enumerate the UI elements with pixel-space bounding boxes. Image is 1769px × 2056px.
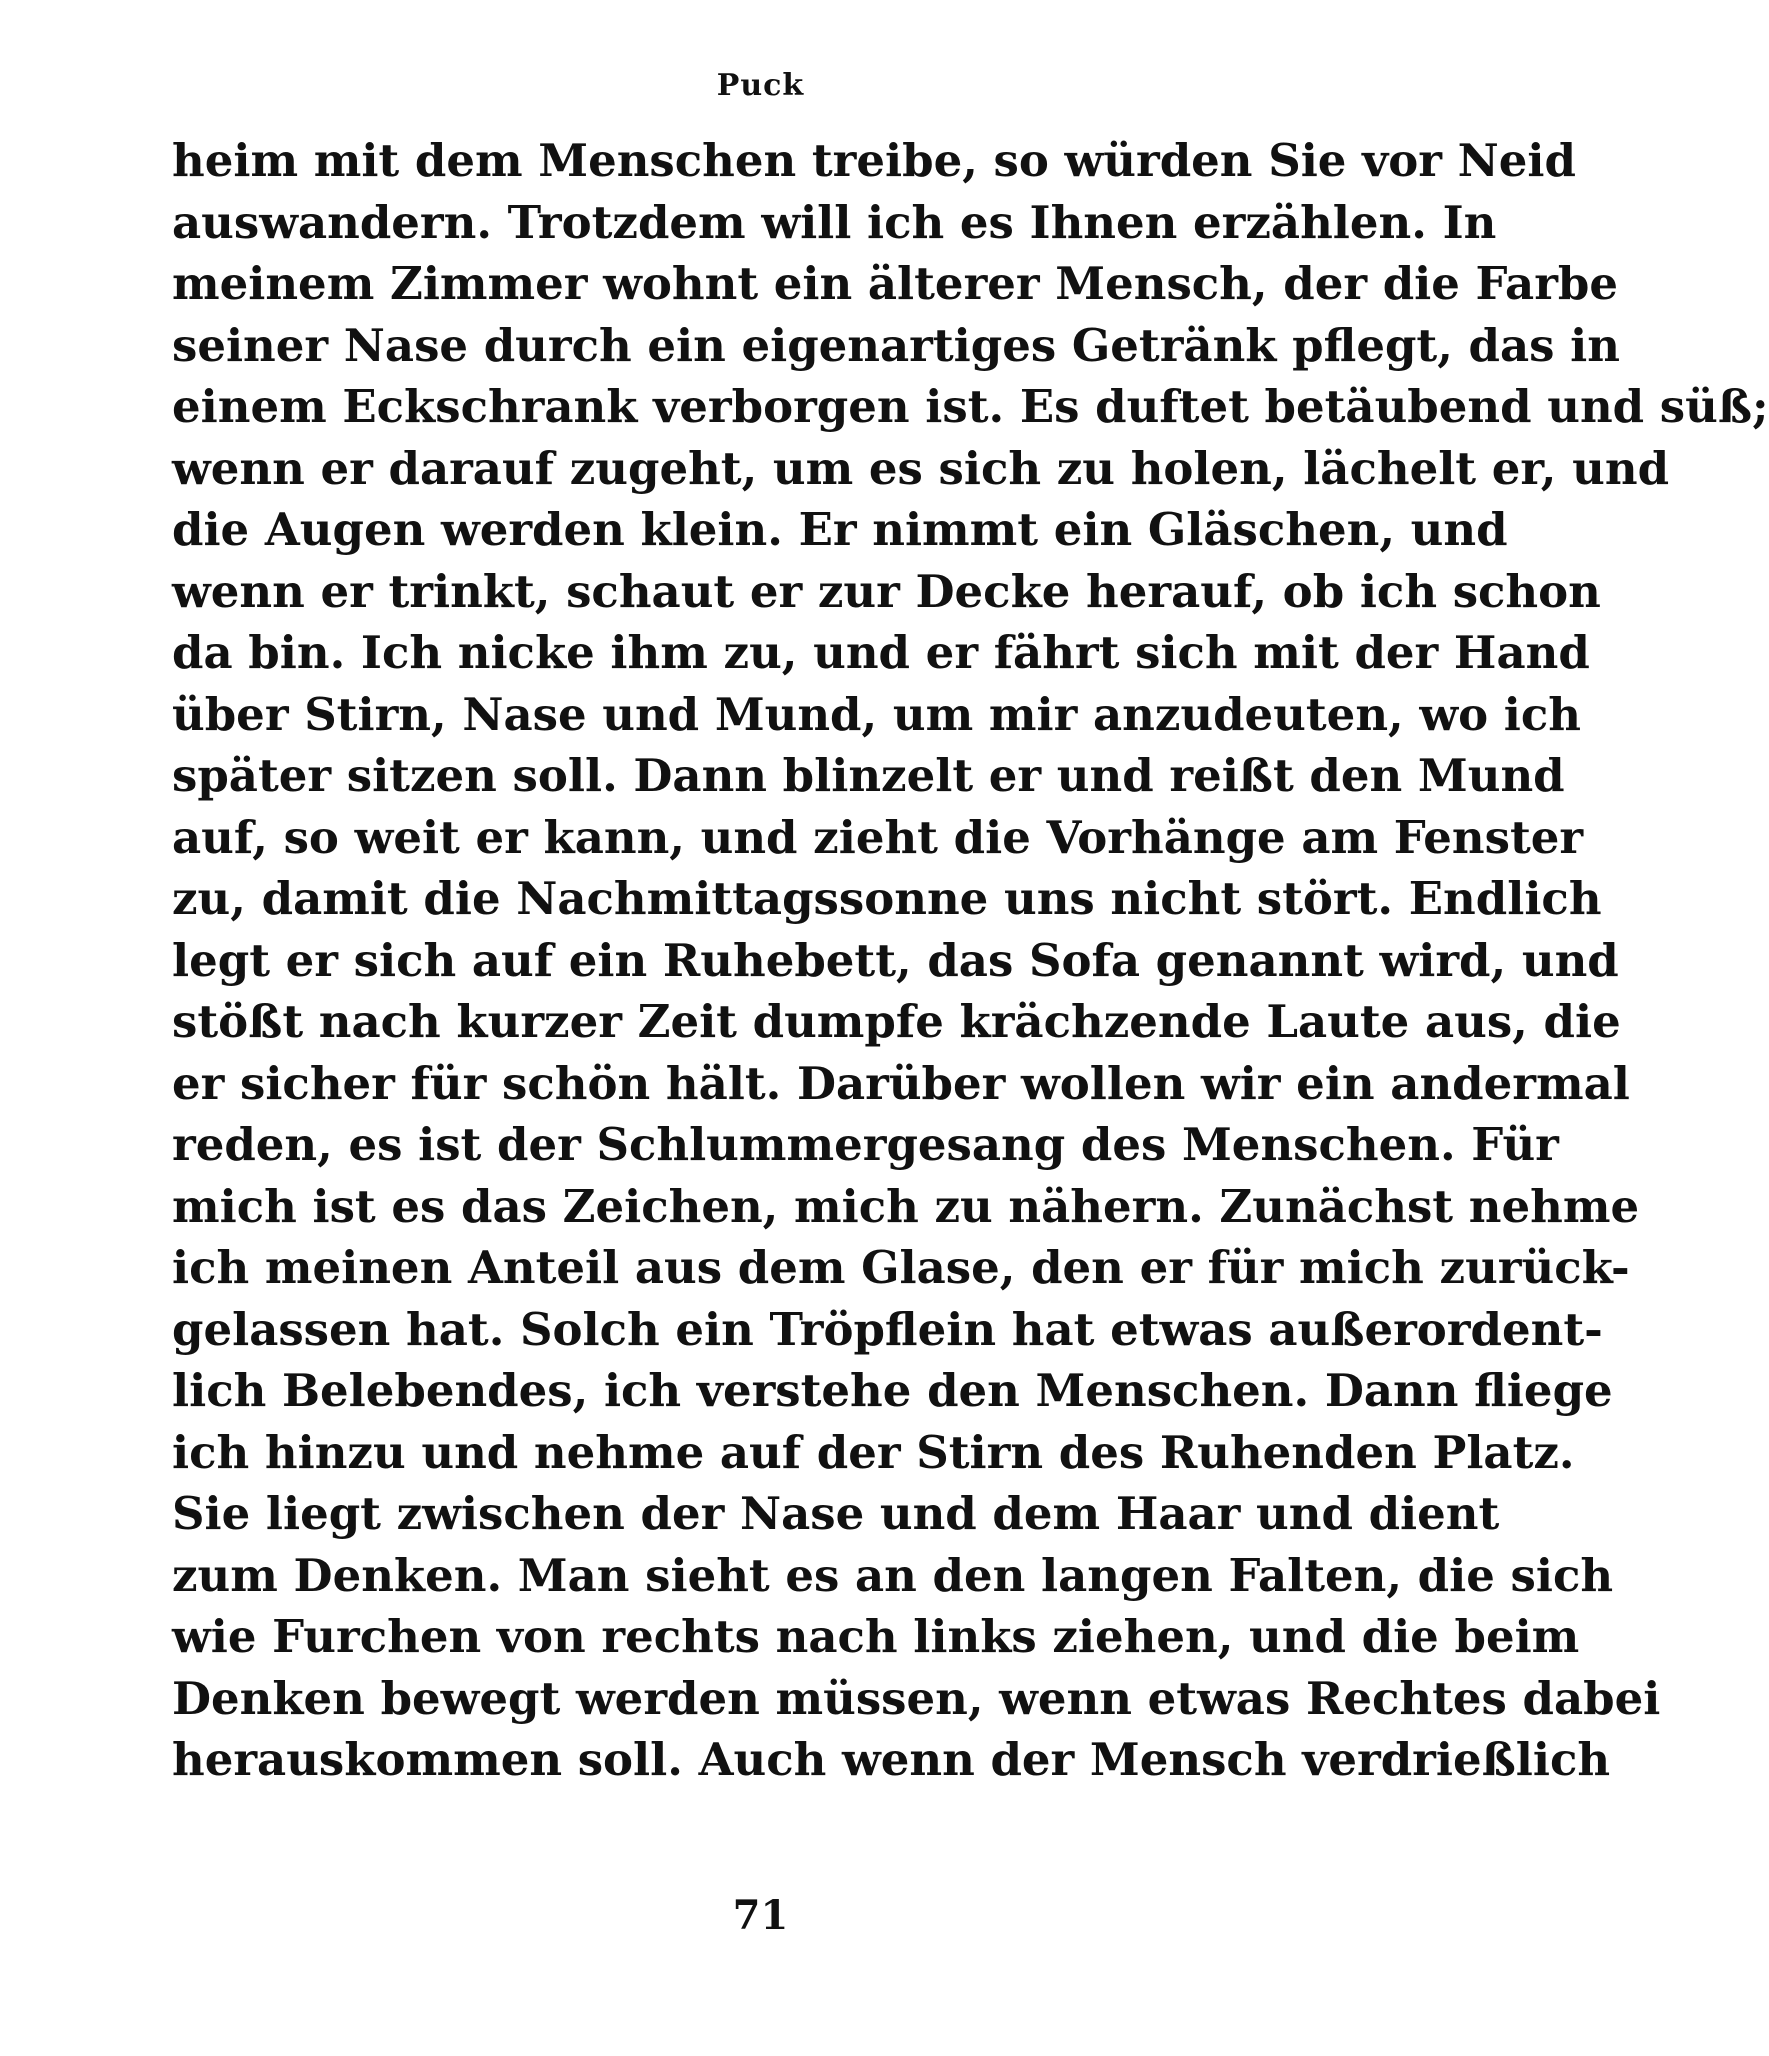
text-line: zu, damit die Nachmittagssonne uns nicht stört. Endlich xyxy=(172,872,1602,925)
running-head: Puck xyxy=(716,68,805,103)
text-line: er sicher für schön hält. Darüber wollen wir ein andermal xyxy=(172,1056,1630,1110)
text-line: Denken bewegt werden müssen, wenn etwas Rechtes dabei xyxy=(172,1671,1661,1725)
text-line: lich Belebendes, ich verstehe den Menschen. Dann fliege xyxy=(172,1364,1613,1417)
text-line: da bin. Ich nicke ihm zu, und er fährt sich mit der Hand xyxy=(172,626,1590,679)
body-text xyxy=(172,130,1769,1791)
text-line: über Stirn, Nase und Mund, um mir anzudeuten, wo ich xyxy=(172,687,1581,741)
text-line: zum Denken. Man sieht es an den langen Falten, die sich xyxy=(172,1548,1614,1602)
text-line: stößt nach kurzer Zeit dumpfe krächzende Laute aus, die xyxy=(172,995,1621,1048)
text-line: die Augen werden klein. Er nimmt ein Gläschen, und xyxy=(172,503,1508,556)
text-line: mich ist es das Zeichen, mich zu nähern. Zunächst nehme xyxy=(172,1179,1640,1233)
text-line: ich meinen Anteil aus dem Glase, den er für mich zurück- xyxy=(172,1241,1630,1294)
page-number: 71 xyxy=(732,1892,789,1939)
text-line: später sitzen soll. Dann blinzelt er und reißt den Mund xyxy=(172,749,1565,802)
text-line: ich hinzu und nehme auf der Stirn des Ruhenden Platz. xyxy=(172,1425,1575,1479)
text-line: legt er sich auf ein Ruhebett, das Sofa genannt wird, und xyxy=(172,933,1619,987)
text-line: auswandern. Trotzdem will ich es Ihnen erzählen. In xyxy=(172,195,1497,249)
text-line: meinem Zimmer wohnt ein älterer Mensch, der die Farbe xyxy=(172,257,1618,310)
text-line: reden, es ist der Schlummergesang des Menschen. Für xyxy=(172,1118,1559,1171)
text-line: gelassen hat. Solch ein Tröpflein hat etwas außerordent- xyxy=(172,1302,1603,1356)
text-line: wie Furchen von rechts nach links ziehen, und die beim xyxy=(172,1610,1580,1663)
text-line: wenn er trinkt, schaut er zur Decke herauf, ob ich schon xyxy=(172,564,1601,618)
text-line: Sie liegt zwischen der Nase und dem Haar und dient xyxy=(172,1487,1500,1540)
text-line: einem Eckschrank verborgen ist. Es duftet betäubend und süß; xyxy=(172,380,1769,433)
text-line: auf, so weit er kann, und zieht die Vorhänge am Fenster xyxy=(172,810,1584,864)
text-line: heim mit dem Menschen treibe, so würden Sie vor Neid xyxy=(172,134,1576,187)
text-line: herauskommen soll. Auch wenn der Mensch verdrießlich xyxy=(172,1733,1611,1786)
text-line: seiner Nase durch ein eigenartiges Getränk pflegt, das in xyxy=(172,318,1620,372)
text-line: wenn er darauf zugeht, um es sich zu holen, lächelt er, und xyxy=(172,441,1670,495)
